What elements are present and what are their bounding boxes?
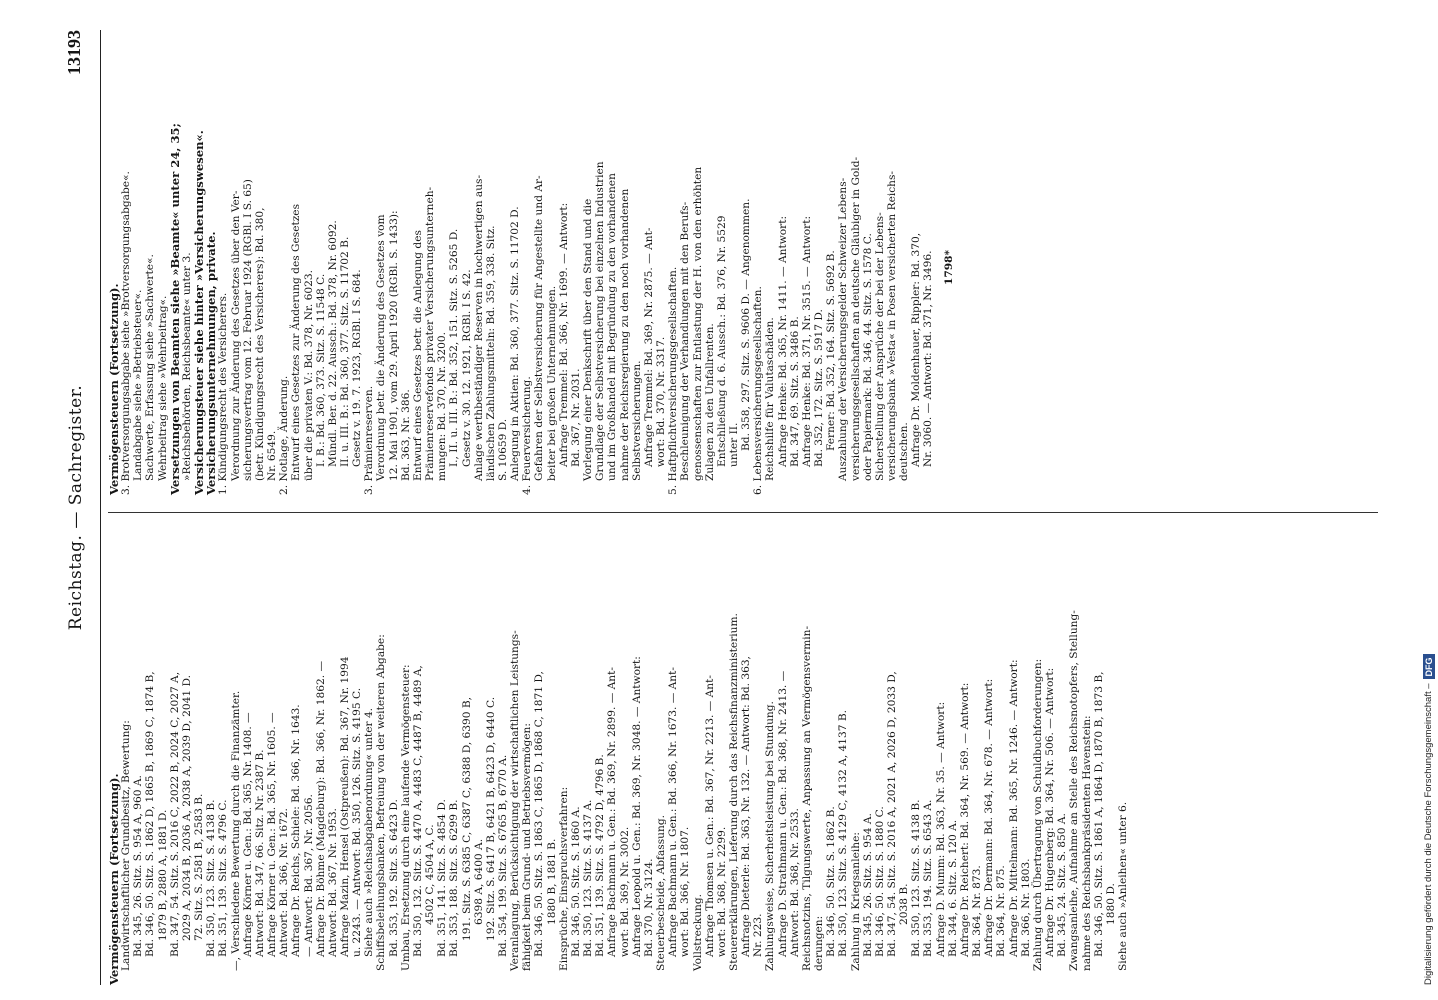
right-entry-line: »Reichsbehörden, Reichsbeamte« unter 3. [180, 252, 193, 481]
digitization-credit [1418, 30, 1438, 985]
page-number: 13193 [64, 30, 84, 75]
left-entry-line: Bd. 346, 50. Sitz. S. 1862 B. [825, 806, 838, 957]
right-entry-line: Anlage werthbeständiger Reserven in hochwertigen aus- [472, 174, 485, 481]
right-entry-line: Bd. 358, 297. Sitz. S. 9606 D. — Angenommen. [740, 198, 753, 451]
left-entry-line: derungen: [813, 915, 826, 971]
right-entry-line: Sicherstellung der Ansprüche der bei der Lebens- [873, 212, 886, 481]
left-entry-line: 1880 B, 1881 B. [545, 838, 558, 925]
left-entry-line: Bd. 354, 199. Sitz. S. 6765 B, 6770 A. [497, 754, 509, 957]
left-entry-line: Bd. 347, 54. Sitz. S. 2016 A, 2021 A, 2026 D, 2033 D, [886, 671, 898, 957]
right-entry-line: versicherungsbank »Vesta« in Posen versicherten Reichs- [886, 171, 898, 481]
left-entry-line: 6398 A, 6400 A. [472, 838, 485, 925]
right-entry-line: Grundlage der Selbstversicherung bei einzelnen Industrien [594, 161, 607, 481]
left-entry-line: —, Verschiedene Bewertung durch die Finanzämter. [229, 690, 242, 971]
right-entry-line: Auszahlung der Versicherungsgelder Schweizer Lebens- [837, 177, 850, 481]
left-entry-line: Bd. 346, 50. Sitz. S. 1862 D, 1865 B, 1869 C, 1874 B, [144, 671, 157, 957]
right-entry-line: mungen: Bd. 370, Nr. 3200. [436, 332, 449, 481]
right-entry-line: Entwurf eines Gesetzes zur Änderung des Gesetzes [290, 203, 303, 481]
left-entry-line: Bd. 350, 123. Sitz. S. 4129 C, 4132 A, 4137 B. [837, 709, 850, 957]
right-entry-line: Ferner: Bd. 352, 164. Sitz. S. 5692 B. [825, 250, 838, 451]
left-entry-line: Bd. 364, Nr. 873. [971, 865, 984, 957]
left-entry-line: Landwirtschaftlicher Grundbesitz, Bewertung: [120, 720, 133, 971]
right-heading: Vermögensteuern (Fortsetzung). [107, 283, 121, 495]
left-entry-line: Anfrage Dieterle: Bd. 363, Nr. 132. — Antwort: Bd. 363, [740, 656, 753, 957]
left-entry-line: Zwangsanleihe, Aufnahme an Stelle des Reichsnotopfers, Stellung- [1068, 610, 1081, 971]
left-entry-line: Anfrage Körner u. Gen.: Bd. 365, Nr. 1605. — [266, 712, 279, 957]
left-entry-line: Vollstreckung. [691, 893, 704, 971]
right-column-lines [108, 40, 935, 495]
left-entry-line: Bd. 350, 132. Sitz. S. 4470 A, 4483 C, 4487 B, 4489 A, [411, 665, 424, 957]
left-entry-line: Bd. 346, 50. Sitz. S. 1880 C. [873, 806, 886, 957]
right-entry-line: deutschen. [898, 422, 911, 481]
left-entry-line: Anfrage Körner u. Gen.: Bd. 365, Nr. 1408. — [241, 712, 254, 957]
right-entry-line: 1. Kündigungsrecht des Versicherers. [217, 292, 230, 495]
left-entry-line: Antwort: Bd. 347, 66. Sitz. Nr. 2387 B. [253, 749, 266, 957]
page-footer-number: 1798* [942, 249, 955, 286]
left-entry-line: Schiffsbeleihungsbanken, Befreiung von der weiteren Abgabe: [375, 634, 388, 971]
left-entry-line: Bd. 353, 194. Sitz. S. 6543 A. [922, 799, 935, 957]
right-entry-line: genossenschaften zur Entlastung der H. von den erhöhten [691, 166, 704, 481]
left-entry-line: Antwort: Bd. 367, Nr. 1953. [326, 808, 339, 957]
left-entry-line: Anfrage Leopold u. Gen.: Bd. 369, Nr. 3048. — Antwort: [630, 656, 643, 957]
right-entry-line: Zulagen zu den Unfallrenten. [703, 323, 716, 481]
left-entry-line: 191. Sitz. S. 6385 C, 6387 C, 6388 D, 6390 B, [460, 696, 473, 941]
left-entry-line: Bd. 345, 26. Sitz. S. 954 A. [861, 813, 874, 957]
right-entry-line: Anfrage Tremmel: Bd. 366, Nr. 1699. — Antwort: [557, 202, 570, 467]
left-entry-line: Bd. 351, 141. Sitz. S. 4854 D. [436, 799, 449, 957]
right-entry-line: 6. Lebensversicherungsgesellschaften. [752, 286, 765, 495]
left-entry-line: Siehe auch »Reichsabgabenordnung« unter 4. [363, 707, 376, 957]
right-entry-line: unter II. [727, 422, 740, 467]
right-entry-line: versicherungsgesellschaften an deutsche Gläubiger in Gold- [849, 156, 862, 481]
right-entry-line: Anfrage Dr. Moldenhauer, Rippler: Bd. 370, [910, 232, 923, 467]
right-entry-line: Prämienreservefonds privater Versicherungsunterneh- [424, 186, 437, 481]
right-heading: Versicherungsunternehmungen, private. [204, 231, 219, 495]
right-entry-line: und im Großhandel mit Begründung zu den vorhandenen [606, 173, 619, 481]
right-entry-line: 5. Haftpflichtversicherungsgesellschaften. [667, 266, 680, 495]
left-entry-line: Anfrage Dr. Hugenberg: Bd. 364, Nr. 506. — Antwort: [1044, 667, 1057, 957]
left-entry-line: — Antwort: Bd. 367, Nr. 2056. [302, 794, 315, 957]
right-entry-line: 3. Prämienreserven. [363, 385, 376, 495]
left-entry-line: fähigkeit beim Grund- und Betriebsvermögen: [521, 723, 534, 971]
right-entry-line: Nr. 3060. — Antwort: Bd. 371, Nr. 3496. [922, 250, 935, 467]
right-column [108, 40, 1388, 495]
dfg-logo: DFG [1423, 654, 1435, 679]
right-entry-line: Bd. 367, Nr. 2031. [569, 368, 582, 467]
left-entry-line: Nr. 223. [752, 913, 765, 957]
left-entry-line: Bd. 351, 139. Sitz. S. 4796 C. [217, 799, 230, 957]
right-entry-line: Nr. 6549. [266, 430, 279, 481]
left-entry-line: wort: Bd. 366, Nr. 1807. [679, 826, 692, 957]
left-entry-line: Veranlagung, Berücksichtigung der wirtschaftlichen Leistungs- [509, 630, 522, 971]
left-entry-line: Reichsnotzins, Tilgungswerte, Anpassung an Vermögensvermin- [800, 625, 813, 971]
left-entry-line: 2038 B. [898, 883, 911, 925]
right-entry-line: über die privaten V.: Bd. 378, Nr. 6023. [302, 270, 315, 481]
left-entry-line: Anfrage Dr. Dermann: Bd. 364, Nr. 678. — Antwort: [983, 678, 996, 957]
register-page [60, 30, 1390, 985]
left-entry-line: Bd. 353, 188. Sitz. S. 6299 B. [448, 799, 461, 957]
right-entry-line: Landabgabe siehe »Betriebsteuer«. [132, 289, 145, 481]
left-entry-line: Bd. 344, 6. Sitz. S. 120 A. [946, 819, 959, 957]
left-entry-line: Siehe auch »Anleihen« unter 6. [1116, 801, 1129, 971]
left-entry-line: Bd. 366, Nr. 1803. [1019, 858, 1032, 957]
right-entry-line: Anfrage Henke: Bd. 371, Nr. 3515. — Antwort: [800, 215, 813, 467]
left-entry-line: Antwort: Bd. 368, Nr. 2533. [788, 808, 801, 957]
left-entry-line: Anfrage Dr. Mittelmann: Bd. 365, Nr. 1246. — Antwort: [1007, 659, 1020, 957]
right-entry-line: Mündl. Ber. d. 22. Aussch.: Bd. 378, Nr. 6092. [326, 220, 339, 467]
right-entry-line: sicherungsvertrag vom 12. Februar 1924 (RGBl. I S. 65) [241, 179, 254, 481]
left-entry-line: Steuerbescheide, Abfassung. [655, 815, 668, 971]
right-entry-line: Beschleunigung der Verhandlungen mit den Berufs- [679, 201, 692, 481]
left-entry-line: Zahlung durch Übertragung von Schuldbuchforderungen: [1031, 658, 1044, 971]
left-entry-line: Anfrage D. Strathmann u. Gen.: Bd. 368, Nr. 2413. — [776, 670, 789, 957]
left-entry-line: Anfrage Dr. Reichs, Schiele: Bd. 366, Nr. 1643. [290, 704, 303, 957]
left-entry-line: u. 2243. — Antwort: Bd. 350, 126. Sitz. S. 4195 C. [351, 687, 364, 957]
left-entry-line: Bd. 350, 123. Sitz. S. 4137 A. [582, 799, 595, 957]
right-entry-line: beiter bei großen Unternehmungen. [545, 285, 558, 481]
right-entry-line: Gefahren der Selbstversicherung für Angestellte und Ar- [533, 175, 546, 481]
left-entry-line: Antwort: Bd. 366, Nr. 1672. [278, 808, 291, 957]
left-entry-line: Anfrage Bachmann u. Gen.: Bd. 366, Nr. 1673. — Ant- [667, 667, 680, 957]
right-entry-line: 4. Feuerversicherung. [521, 376, 534, 495]
left-entry-line: 2029 A, 2034 B, 2036 A, 2038 A, 2039 D, 2041 D. [180, 675, 193, 941]
right-entry-line: Entschließung d. 6. Aussch.: Bd. 376, Nr. 5529 [715, 215, 728, 467]
left-entry-line: Bd. 350, 123. Sitz. S. 4138 B. [910, 799, 923, 957]
page-header [60, 30, 101, 985]
left-entry-line: 4502 C, 4504 A, C. [424, 824, 437, 925]
right-entry-line: Wehrbeitrag siehe »Wehrbeitrag«. [156, 295, 169, 481]
left-column [108, 530, 1388, 985]
right-entry-line: (betr. Kündigungsrecht des Versicherers): Bd. 380, [253, 207, 266, 481]
left-entry-line: Bd. 345, 26. Sitz. S. 954 A, 960 A. [132, 775, 145, 957]
right-entry-line: Entwurf eines Gesetzes betr. die Anlegung des [411, 230, 424, 481]
left-entry-line: wort: Bd. 369, Nr. 3002. [618, 826, 631, 957]
right-entry-line: Anfrage Henke: Bd. 365, Nr. 1411. — Antwort: [776, 215, 789, 467]
left-entry-line: Steuererklärungen, Lieferung durch das Reichsfinanzministerium. [727, 613, 740, 971]
left-heading: Vermögensteuern (Fortsetzung). [107, 773, 121, 985]
right-entry-line: Bd. 352, 172. Sitz. S. 5917 D. [813, 309, 826, 467]
right-entry-line: Verordnung betr. die Änderung des Gesetzes vom [375, 214, 388, 481]
left-entry-line: Bd. 347, 54. Sitz. S. 2016 C, 2022 B, 2024 C, 2027 A, [168, 671, 181, 957]
right-entry-line: Gesetz v. 19. 7. 1923, RGBl. I S. 684. [351, 269, 364, 467]
left-entry-line: Anfrage Dr. Reichert: Bd. 364, Nr. 569. — Antwort: [958, 682, 971, 957]
column-divider [108, 512, 1378, 513]
left-entry-line: Bd. 346, 50. Sitz. S. 1860 A. [569, 806, 582, 957]
right-entry-line: II. u. III. B.: Bd. 360, 377. Sitz. S. 11702 B. [338, 236, 351, 467]
left-entry-line: Bd. 364, Nr. 875. [995, 865, 1008, 957]
left-entry-line: Umbau, Ersetzung durch eine laufende Vermögensteuer: [399, 664, 412, 971]
left-entry-line: Bd. 345, 24. Sitz. S. 850 A. [1056, 813, 1069, 957]
left-entry-line: Einsprüche, Einspruchsverfahren: [557, 786, 570, 971]
left-entry-line: Bd. 370, Nr. 3124. [642, 858, 655, 957]
right-heading: Versetzungen von Beamten siehe »Beamte« unter 24, 35; [167, 123, 182, 495]
right-heading: Versicherungsteuer siehe hinter »Versicherungswesen«. [192, 130, 207, 495]
left-entry-line: Bd. 351, 139. Sitz. S. 4792 D, 4796 B. [594, 754, 607, 957]
left-entry-line: Anfrage Bachmann u. Gen.: Bd. 369, Nr. 2899. — Ant- [606, 667, 619, 957]
left-entry-line: Zahlungsweise, Sicherheitsleistung bei Stundung. [764, 701, 777, 971]
right-entry-line: Sachwerte, Erfassung siehe »Sachwerte«. [144, 254, 157, 481]
right-entry-line: Verordnung zur Änderung des Gesetzes über den Ver- [229, 190, 242, 481]
left-entry-line: 72. Sitz. S. 2581 B, 2583 B. [193, 793, 206, 941]
right-entry-line: Anfrage Tremmel: Bd. 369, Nr. 2875. — Ant- [642, 227, 655, 467]
left-entry-line: Bd. 346, 50. Sitz. S. 1863 C, 1865 D, 1868 C, 1871 D, [533, 671, 546, 957]
left-entry-line: 192. Sitz. S. 6417 B, 6421 B, 6423 D, 6440 C. [484, 696, 497, 941]
right-entry-line: Gesetz v. 30. 12. 1921, RGBl. I S. 42. [460, 269, 473, 467]
right-entry-line: 12. Mai 1901, vom 29. April 1920 (RGBl. S. 1433): [387, 210, 400, 481]
right-entry-line: I. B.: Bd. 360, 373. Sitz. S. 11548 C. [314, 273, 327, 467]
left-entry-line: Zahlung in Kriegsanleihe: [849, 832, 862, 971]
left-entry-line: Bd. 346, 50. Sitz. S. 1861 A, 1864 D, 1870 B, 1873 B, [1092, 671, 1105, 957]
right-entry-line: wort: Bd. 370, Nr. 3317. [655, 336, 668, 467]
left-entry-line: Anfrage D. Mumm: Bd. 363, Nr. 35. — Antwort: [934, 701, 947, 957]
left-entry-line: Anfrage Thomsen u. Gen.: Bd. 367, Nr. 2213. — Ant- [703, 675, 716, 957]
right-entry-line: Anlegung in Aktien: Bd. 360, 377. Sitz. S. 11702 D. [509, 206, 522, 481]
right-entry-line: S. 10659 D. [497, 418, 509, 481]
right-entry-line: 2. Notlage, Änderung. [278, 375, 291, 495]
right-entry-line: 3. Brotversorgungsabgabe siehe »Brotversorgungsabgabe«. [120, 171, 133, 495]
right-entry-line: Reichshilfe für Valutaschäden. [764, 317, 777, 481]
right-entry-line: Bd. 347, 69. Sitz. S. 3486 B. [788, 316, 801, 467]
left-entry-line: nahme des Reichsbankpräsidenten Havenstein: [1080, 715, 1093, 971]
right-entry-line: nahme der Reichsregierung zu den noch vorhandenen [618, 188, 631, 481]
left-entry-line: Anfrage Dr. Böhme (Magdeburg): Bd. 366, Nr. 1862. — [314, 660, 327, 957]
right-entry-line: Selbstversicherungen. [630, 360, 643, 481]
credit-text: Digitalisierung gefördert durch die Deutsche Forschungsgemeinschaft – [1423, 683, 1434, 985]
right-entry-line: ländischen Zahlungsmitteln: Bd. 359, 338. Sitz. [484, 225, 497, 481]
left-entry-line: Anfrage Mazin, Hensel (Ostpreußen): Bd. 367, Nr. 1994 [338, 656, 351, 957]
left-entry-line: 1880 D. [1104, 883, 1117, 925]
left-entry-line: Bd. 350, 123. Sitz. S. 4138 B. [205, 799, 218, 957]
right-entry-line: Vorlegung einer Denkschrift über den Stand und die [582, 198, 595, 481]
left-entry-line: 1879 B, 2880 A, 1881 D. [156, 809, 169, 941]
running-title: Reichstag. — Sachregister. [66, 384, 86, 631]
right-entry-line: Bd. 363, Nr. 386. [399, 389, 412, 481]
right-entry-line: oder Papiermark: Bd. 346, 44. Sitz. S. 1578 C. [861, 233, 874, 481]
left-entry-line: Bd. 353, 192. Sitz. S. 6423 D. [387, 799, 400, 957]
right-entry-line: I., II. u. III. B.: Bd. 352, 151. Sitz. S. 5265 D. [448, 228, 461, 467]
left-entry-line: wort: Bd. 368, Nr. 2299. [715, 826, 728, 957]
